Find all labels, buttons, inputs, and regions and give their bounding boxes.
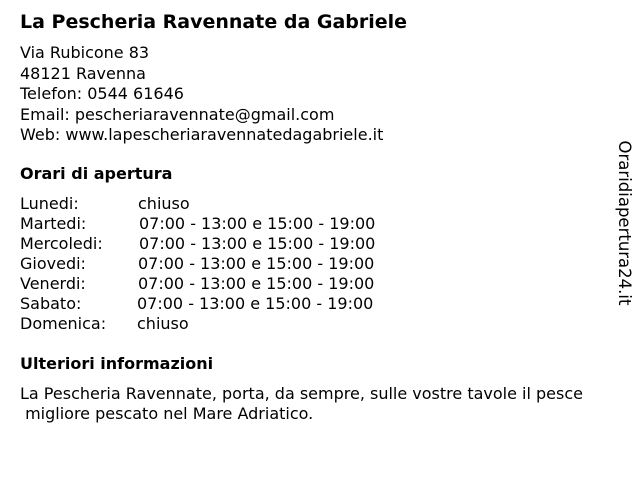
address-city: 48121 Ravenna bbox=[20, 63, 146, 83]
hours-value: 07:00 - 13:00 e 15:00 - 19:00 bbox=[139, 234, 376, 253]
hours-value: 07:00 - 13:00 e 15:00 - 19:00 bbox=[137, 294, 374, 313]
further-info-line-2: migliore pescato nel Mare Adriatico. bbox=[20, 404, 314, 423]
hours-value: chiuso bbox=[138, 194, 190, 213]
further-info-heading: Ulteriori informazioni bbox=[20, 354, 214, 373]
day-label: Martedi: bbox=[20, 214, 87, 233]
hours-value: chiuso bbox=[137, 314, 189, 333]
hours-value: 07:00 - 13:00 e 15:00 - 19:00 bbox=[138, 254, 375, 273]
day-label: Mercoledi: bbox=[20, 234, 103, 253]
opening-hours-heading: Orari di apertura bbox=[20, 164, 173, 183]
day-label: Giovedi: bbox=[20, 254, 86, 273]
day-label: Lunedi: bbox=[20, 194, 79, 213]
day-label: Domenica: bbox=[20, 314, 107, 333]
site-watermark: Oraridiapertura24.it bbox=[615, 140, 634, 306]
hours-value: 07:00 - 13:00 e 15:00 - 19:00 bbox=[139, 214, 376, 233]
day-label: Venerdi: bbox=[20, 274, 86, 293]
website-url: Web: www.lapescheriaravennatedagabriele.it bbox=[20, 125, 384, 144]
address-block bbox=[20, 43, 383, 146]
further-info-text bbox=[20, 384, 583, 424]
email-address: Email: pescheriaravennate@gmail.com bbox=[20, 104, 335, 124]
business-name: La Pescheria Ravennate da Gabriele bbox=[20, 11, 408, 33]
hours-value: 07:00 - 13:00 e 15:00 - 19:00 bbox=[138, 274, 375, 293]
address-street: Via Rubicone 83 bbox=[20, 43, 150, 62]
phone-number: Telefon: 0544 61646 bbox=[20, 84, 184, 103]
day-label: Sabato: bbox=[20, 294, 82, 313]
further-info-line-1: La Pescheria Ravennate, porta, da sempre, sulle vostre tavole il pesce bbox=[20, 384, 583, 403]
